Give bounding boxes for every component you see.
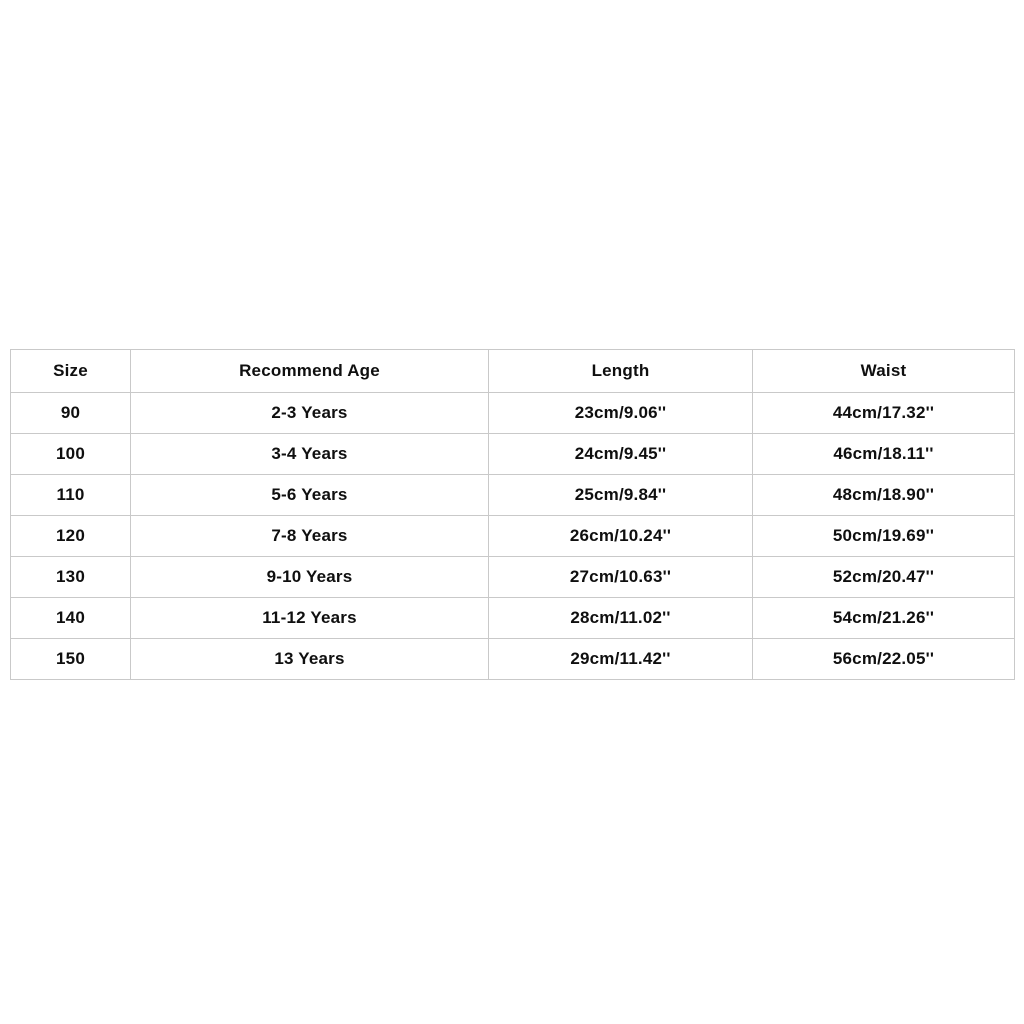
cell-size: 100 <box>11 434 131 475</box>
cell-waist: 46cm/18.11'' <box>753 434 1015 475</box>
cell-size: 130 <box>11 557 131 598</box>
cell-size: 140 <box>11 598 131 639</box>
cell-length: 24cm/9.45'' <box>489 434 753 475</box>
column-header-recommend-age: Recommend Age <box>131 350 489 393</box>
cell-length: 23cm/9.06'' <box>489 393 753 434</box>
cell-length: 28cm/11.02'' <box>489 598 753 639</box>
cell-recommend-age: 5-6 Years <box>131 475 489 516</box>
table-row <box>11 393 1015 434</box>
table-header-row <box>11 350 1015 393</box>
cell-recommend-age: 11-12 Years <box>131 598 489 639</box>
column-header-size: Size <box>11 350 131 393</box>
cell-recommend-age: 13 Years <box>131 639 489 680</box>
cell-recommend-age: 7-8 Years <box>131 516 489 557</box>
table-row <box>11 557 1015 598</box>
cell-waist: 48cm/18.90'' <box>753 475 1015 516</box>
cell-size: 150 <box>11 639 131 680</box>
table-header <box>11 350 1015 393</box>
cell-size: 110 <box>11 475 131 516</box>
cell-recommend-age: 3-4 Years <box>131 434 489 475</box>
cell-waist: 52cm/20.47'' <box>753 557 1015 598</box>
cell-length: 29cm/11.42'' <box>489 639 753 680</box>
size-chart-table <box>10 349 1015 680</box>
cell-waist: 54cm/21.26'' <box>753 598 1015 639</box>
column-header-length: Length <box>489 350 753 393</box>
table-row <box>11 434 1015 475</box>
cell-length: 27cm/10.63'' <box>489 557 753 598</box>
cell-size: 120 <box>11 516 131 557</box>
table-row <box>11 598 1015 639</box>
cell-recommend-age: 9-10 Years <box>131 557 489 598</box>
table-row <box>11 475 1015 516</box>
table-row <box>11 639 1015 680</box>
size-chart-container <box>10 349 1014 680</box>
table-row <box>11 516 1015 557</box>
column-header-waist: Waist <box>753 350 1015 393</box>
cell-length: 25cm/9.84'' <box>489 475 753 516</box>
cell-waist: 50cm/19.69'' <box>753 516 1015 557</box>
table-body <box>11 393 1015 680</box>
cell-recommend-age: 2-3 Years <box>131 393 489 434</box>
cell-waist: 56cm/22.05'' <box>753 639 1015 680</box>
cell-waist: 44cm/17.32'' <box>753 393 1015 434</box>
cell-size: 90 <box>11 393 131 434</box>
cell-length: 26cm/10.24'' <box>489 516 753 557</box>
